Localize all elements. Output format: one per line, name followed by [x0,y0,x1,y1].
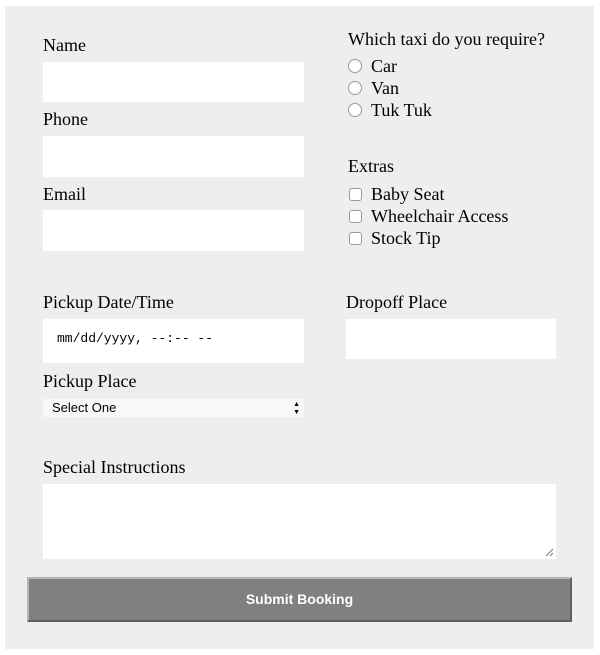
radio-tuk-tuk-label: Tuk Tuk [371,100,432,120]
radio-car-label: Car [371,56,397,76]
checkbox-wheelchair-access[interactable] [349,210,362,223]
checkbox-stock-tip-label: Stock Tip [371,228,441,248]
checkbox-baby-seat-label: Baby Seat [371,184,445,204]
phone-input[interactable] [43,136,304,177]
pickup-place-selected-value: Select One [52,400,117,415]
select-arrows-icon: ▲ ▼ [293,401,300,416]
taxi-type-label: Which taxi do you require? [348,29,545,49]
radio-car[interactable] [348,59,362,73]
dropoff-label: Dropoff Place [346,292,448,312]
extras-label: Extras [348,156,394,176]
booking-form [5,6,594,649]
special-instructions-textarea[interactable] [43,484,556,559]
name-label: Name [43,35,86,55]
resize-handle-icon[interactable] [545,548,553,556]
phone-label: Phone [43,109,88,129]
radio-tuk-tuk[interactable] [348,103,362,117]
pickup-datetime-input[interactable]: mm/dd/yyyy, --:-- -- [43,319,304,363]
email-input[interactable] [43,210,304,251]
name-input[interactable] [43,62,304,102]
pickup-place-label: Pickup Place [43,371,137,391]
checkbox-baby-seat[interactable] [349,188,362,201]
special-instructions-label: Special Instructions [43,457,186,477]
submit-booking-button[interactable]: Submit Booking [27,577,572,622]
pickup-datetime-label: Pickup Date/Time [43,292,174,312]
dropoff-input[interactable] [346,319,556,359]
checkbox-stock-tip[interactable] [349,232,362,245]
radio-van-label: Van [371,78,399,98]
email-label: Email [43,184,86,204]
pickup-place-select[interactable] [43,399,304,417]
radio-van[interactable] [348,81,362,95]
checkbox-wheelchair-access-label: Wheelchair Access [371,206,509,226]
